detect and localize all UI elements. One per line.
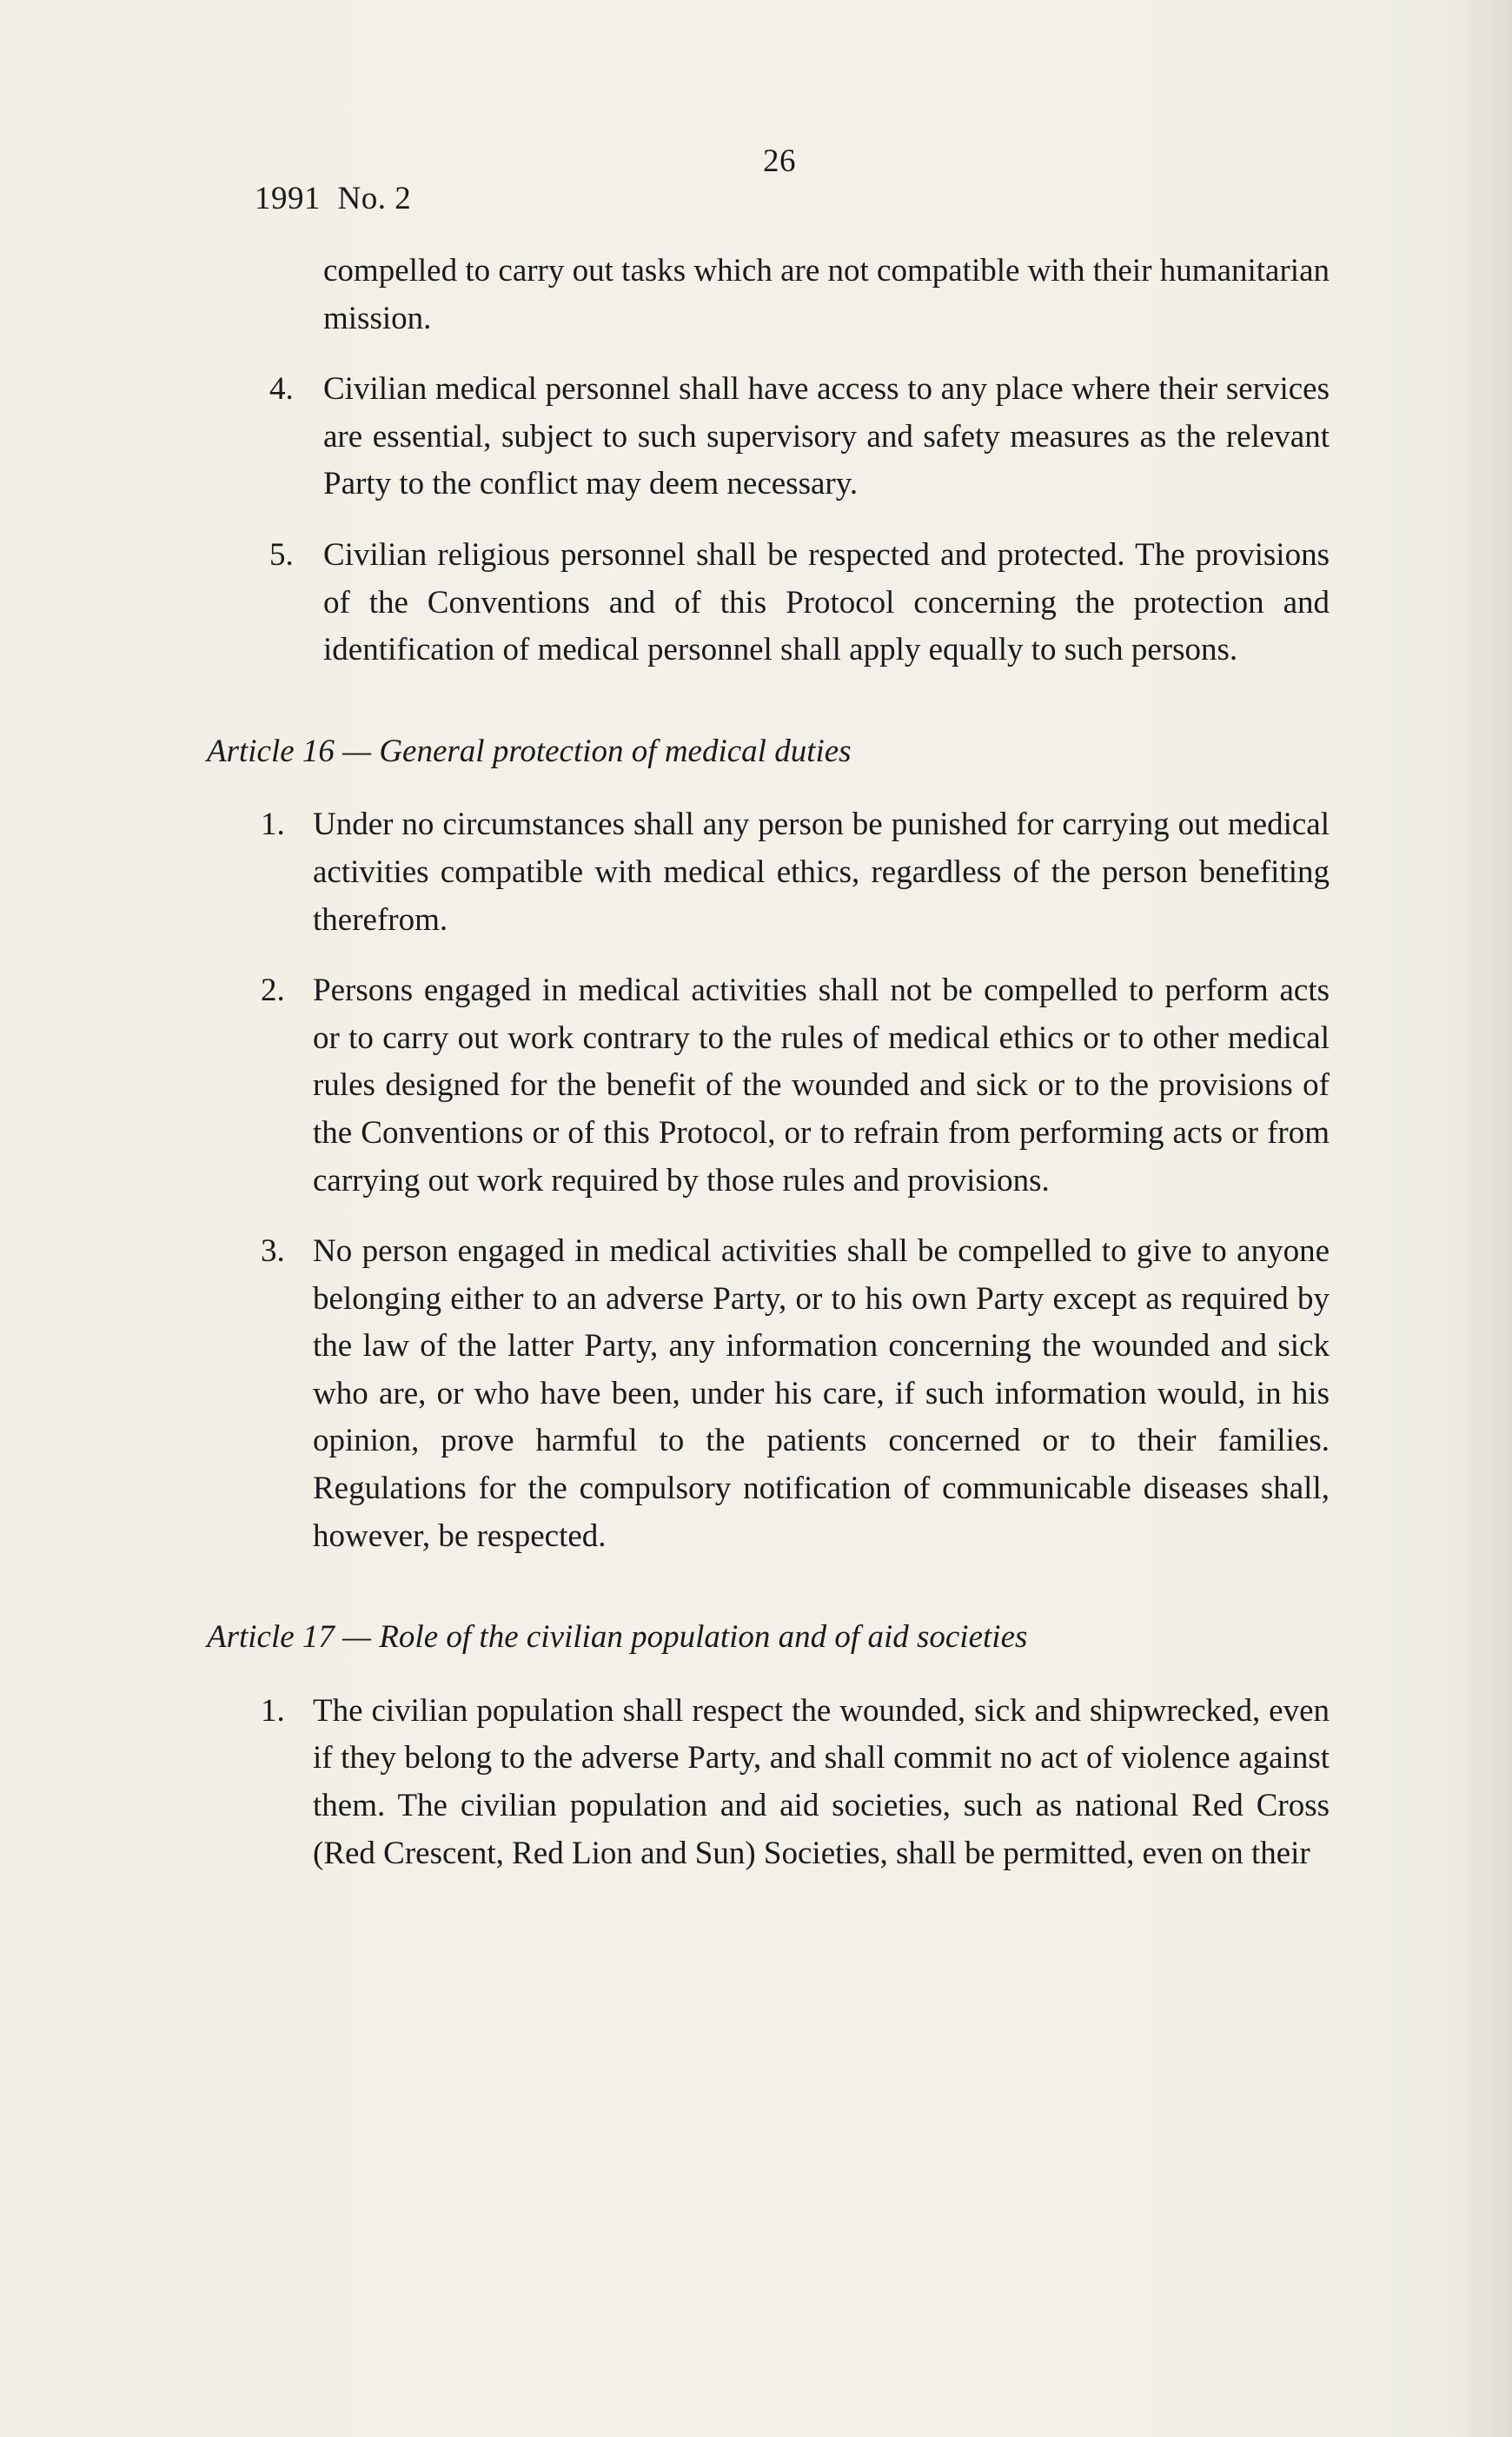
paragraph-number: 4. xyxy=(269,371,294,408)
page-binding-shadow xyxy=(1451,0,1512,2437)
paragraph-5 xyxy=(200,532,1330,674)
paragraph-number: 2. xyxy=(261,973,285,1009)
article-16-paragraph-2 xyxy=(200,967,1330,1205)
paragraph-text: Civilian religious personnel shall be respected and protected. The provisions of the Conventions and of this Protocol concerning the protection and identification of medical personnel shall apply equally to such persons. xyxy=(323,536,1330,668)
article-16-paragraph-3 xyxy=(200,1228,1330,1560)
paragraph-number: 5. xyxy=(269,536,294,573)
body-text xyxy=(200,248,1330,1877)
paragraph-text: Civilian medical personnel shall have access to any place where their services are essential, subject to such supervisory and safety measures as the relevant Party to the conflict may deem necessary. xyxy=(323,371,1330,502)
article-17-heading: Article 17 — Role of the civilian population and of aid societies xyxy=(207,1619,1028,1656)
paragraph-4 xyxy=(200,366,1330,508)
paragraph-text: Persons engaged in medical activities shall not be compelled to perform acts or to carry out work contrary to the rules of medical ethics or to other medical rules designed for the benefit of the wounded and sick or to the provisions of the Conventions or of this Protocol, or to refrain from performing acts or from carrying out work required by those rules and provisions. xyxy=(313,973,1330,1199)
article-16-heading: Article 16 — General protection of medical duties xyxy=(207,733,852,769)
paragraph-text: No person engaged in medical activities shall be compelled to give to anyone belonging either to an adverse Party, or to his own Party except as required by the law of the latter Party, any information concerning the wounded and sick who are, or who have been, under his care, if such information would, in his opinion, prove harmful to the patients concerned or to their families. Regulations for the compulsory notification of communicable diseases shall, however, be respected. xyxy=(313,1233,1330,1554)
article-16-paragraph-1 xyxy=(200,801,1330,944)
paragraph-number: 1. xyxy=(261,1692,285,1729)
continuation-text: compelled to carry out tasks which are not compatible with their humanitarian mission. xyxy=(323,253,1330,336)
paragraph-text: Under no circumstances shall any person be punished for carrying out medical activities compatible with medical ethics, regardless of the person benefiting therefrom. xyxy=(313,807,1330,938)
article-17-paragraph-1 xyxy=(200,1688,1330,1877)
page-number: 26 xyxy=(763,143,796,179)
paragraph-number: 3. xyxy=(261,1233,285,1270)
paragraph-text: The civilian population shall respect the wounded, sick and shipwrecked, even if they belong to the adverse Party, and shall commit no act of violence against them. The civilian population and aid societies, such as national Red Cross (Red Crescent, Red Lion and Sun) Societies, shall be permitted, even on their xyxy=(313,1692,1330,1871)
continuation-paragraph xyxy=(200,248,1330,342)
header-year-number: 1991 No. 2 xyxy=(255,181,412,216)
paragraph-number: 1. xyxy=(261,807,285,843)
